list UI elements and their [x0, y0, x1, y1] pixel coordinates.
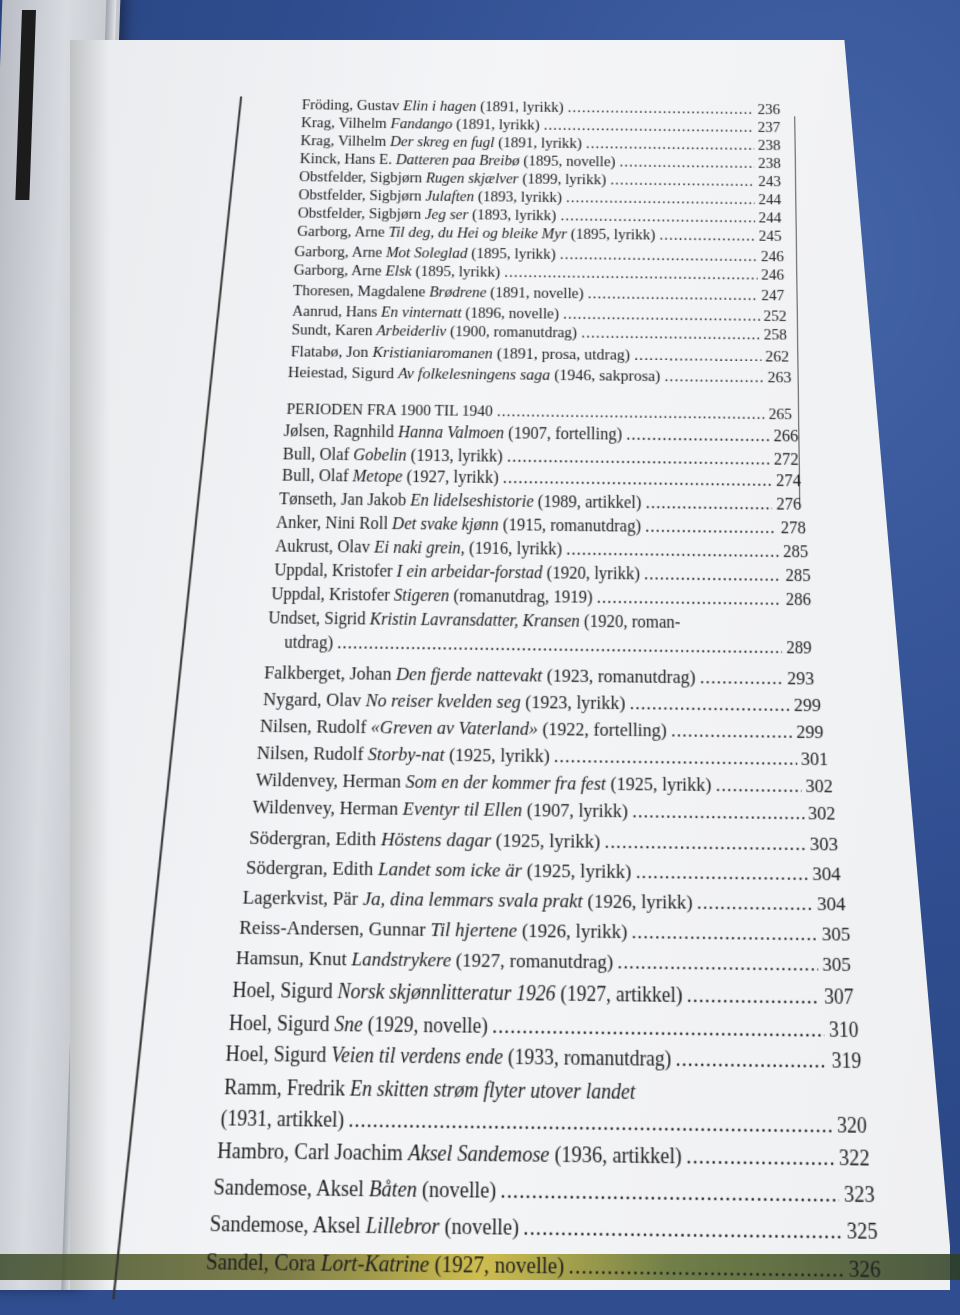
entry-author: Krag, Vilhelm — [300, 133, 387, 150]
entry-page-number: 238 — [757, 137, 781, 155]
entry-page-number: 310 — [828, 1017, 859, 1042]
entry-title: «Greven av Vaterland» — [370, 716, 538, 740]
entry-author: Garborg, Arne — [296, 223, 385, 241]
entry-page-number: 278 — [780, 519, 806, 538]
toc-entry — [228, 1011, 858, 1043]
toc-entry — [284, 633, 812, 659]
leader-dots — [687, 983, 820, 1009]
entry-author: Obstfelder, Sigbjørn — [297, 205, 422, 223]
entry-page-number: 305 — [821, 921, 851, 946]
entry-page-number: 238 — [758, 155, 781, 173]
leader-dots — [632, 920, 818, 947]
entry-details: (1900, romanutdrag) — [449, 323, 578, 342]
leader-dots — [554, 745, 797, 770]
leader-dots — [632, 800, 804, 825]
entry-title: Jeg ser — [424, 206, 469, 224]
entry-author: Sundt, Karen — [291, 321, 373, 340]
entry-author: Bull, Olaf — [281, 466, 349, 486]
entry-page-number: 286 — [785, 590, 812, 610]
entry-page-number: 247 — [761, 287, 785, 305]
entry-title: Hanna Valmoen — [397, 423, 505, 443]
entry-details: (1891, lyrikk) — [498, 135, 583, 152]
entry-title: I ein arbeidar-forstad — [396, 562, 543, 583]
entry-title: Brødrene — [429, 284, 487, 302]
entry-page-number: 301 — [800, 747, 829, 770]
entry-title: Lort-Katrine — [320, 1250, 430, 1279]
entry-author: (1931, artikkel) — [220, 1106, 345, 1132]
entry-details: (1929, novelle) — [367, 1012, 489, 1038]
entry-title: Som en der kommer fra fest — [405, 770, 607, 795]
entry-page-number: 266 — [773, 427, 799, 446]
entry-author: Thoresen, Magdalene — [292, 282, 426, 301]
entry-title: Datteren paa Breibø — [395, 152, 520, 170]
entry-author: Nilsen, Rudolf — [256, 741, 364, 765]
entry-details: (1907, lyrikk) — [526, 799, 628, 822]
entry-page-number: 274 — [775, 472, 802, 491]
entry-details: (novelle) — [444, 1215, 520, 1241]
entry-details: (1915, romanutdrag) — [502, 516, 641, 537]
entry-page-number: 244 — [758, 210, 782, 227]
entry-page-number: 322 — [838, 1146, 870, 1172]
entry-page-number: 285 — [785, 566, 811, 586]
entry-title: Landstrykere — [351, 946, 452, 972]
leader-dots — [337, 634, 782, 659]
entry-author: Obstfelder, Sigbjørn — [298, 187, 422, 205]
toc-entry — [275, 537, 809, 562]
toc-entry — [224, 1075, 862, 1107]
entry-page-number: 299 — [793, 694, 822, 716]
entry-author: Heiestad, Sigurd — [287, 363, 395, 383]
entry-title: Det svake kjønn — [391, 515, 499, 535]
entry-author: Reiss-Andersen, Gunnar — [238, 915, 426, 941]
leader-dots — [645, 518, 777, 539]
leader-dots — [676, 1047, 828, 1074]
entry-title: Av folkelesningens saga — [397, 364, 551, 385]
entry-details: (romanutdrag, 1919) — [453, 587, 593, 608]
entry-details: (1923, lyrikk) — [525, 691, 626, 714]
leader-dots — [671, 720, 792, 744]
toc-entry — [242, 885, 845, 916]
leader-dots — [348, 1108, 833, 1139]
leader-dots — [586, 136, 754, 155]
entry-details: (1933, romanutdrag) — [507, 1044, 672, 1071]
entry-author: Nygard, Olav — [262, 688, 362, 711]
leader-dots — [503, 469, 772, 491]
entry-details: (1922, fortelling) — [542, 718, 667, 741]
entry-details: (1893, lyrikk) — [471, 207, 557, 225]
entry-author: Garborg, Arne — [294, 243, 383, 262]
entry-author: Wildenvey, Herman — [252, 796, 399, 820]
entry-page-number: 272 — [773, 450, 799, 470]
toc-entry — [297, 224, 782, 246]
entry-title: Kristin Lavransdatter, Kransen — [369, 610, 580, 632]
entry-author: Tønseth, Jan Jakob — [278, 490, 407, 510]
toc-entry — [263, 688, 821, 716]
entry-author: Bull, Olaf — [282, 445, 350, 465]
entry-title: Arbeiderliv — [376, 322, 447, 341]
entry-details: (1907, fortelling) — [508, 424, 623, 444]
toc-entry — [260, 715, 824, 744]
toc-entry — [205, 1250, 881, 1285]
leader-dots — [659, 227, 754, 245]
entry-title: Båten — [368, 1177, 418, 1203]
entry-details: (1920, lyrikk) — [546, 564, 640, 584]
entry-title: Til hjertene — [430, 917, 518, 942]
toc-entry — [213, 1176, 875, 1209]
leader-dots — [646, 494, 773, 515]
entry-title: Stigeren — [393, 586, 450, 606]
entry-title: Metope — [352, 467, 403, 487]
leader-dots — [664, 368, 763, 388]
toc-entry — [209, 1213, 878, 1246]
entry-page-number: 237 — [757, 119, 781, 137]
leader-dots — [567, 100, 753, 119]
entry-author: Jølsen, Ragnhild — [283, 422, 395, 442]
entry-details: (1926, lyrikk) — [521, 918, 628, 943]
entry-title: Elsk — [385, 263, 412, 280]
entry-page-number: 307 — [823, 984, 854, 1009]
entry-author: Hoel, Sigurd — [228, 1011, 330, 1036]
page-gutter-shadow — [70, 40, 110, 1290]
leader-dots — [644, 565, 781, 586]
leader-dots — [610, 172, 754, 191]
entry-title: Storby-nat — [367, 743, 445, 766]
entry-page-number: 276 — [776, 495, 802, 515]
entry-page-number: 302 — [807, 802, 836, 825]
entry-title: Den fjerde nattevakt — [395, 663, 543, 686]
leader-dots — [626, 426, 769, 447]
entry-author: Uppdal, Kristofer — [274, 561, 393, 581]
entry-author: Hoel, Sigurd — [225, 1041, 327, 1067]
entry-details: (1925, lyrikk) — [526, 858, 632, 883]
entry-details: (1927, romanutdrag) — [455, 947, 614, 974]
entry-details: (1895, lyrikk) — [415, 263, 501, 281]
entry-title: Landet som icke är — [377, 856, 523, 882]
entry-page-number: 320 — [836, 1113, 868, 1138]
entry-author: Uppdal, Kristofer — [271, 585, 391, 605]
entry-author: Södergran, Edith — [245, 855, 374, 880]
entry-details: (1925, lyrikk) — [448, 744, 550, 767]
entry-details: (1891, novelle) — [490, 284, 584, 303]
entry-title: En skitten strøm flyter utover landet — [349, 1076, 636, 1104]
entry-title: Fandango — [390, 116, 453, 133]
entry-details: (1896, novelle) — [465, 305, 560, 323]
right-margin-rule — [794, 116, 800, 508]
entry-details: (1916, lyrikk) — [468, 539, 563, 559]
toc-entry — [283, 422, 798, 447]
entry-page-number: 323 — [843, 1183, 876, 1209]
leader-dots — [686, 1145, 834, 1172]
entry-details: (1913, lyrikk) — [410, 446, 503, 466]
entry-details: (1895, lyrikk) — [471, 245, 557, 264]
toc-entry — [274, 561, 811, 586]
entry-details: (1891, lyrikk) — [480, 99, 564, 116]
leader-dots — [497, 403, 765, 424]
entry-author: Fröding, Gustav — [301, 97, 400, 115]
entry-details: (1893, lyrikk) — [477, 189, 563, 207]
entry-page-number: 244 — [758, 192, 782, 209]
toc-entry — [288, 364, 792, 388]
entry-author: Sandemose, Aksel — [209, 1212, 362, 1240]
entry-details: (novelle) — [421, 1178, 497, 1204]
toc-entry — [279, 490, 802, 515]
entry-author: Aukrust, Olav — [274, 537, 371, 557]
entry-title: Julaften — [425, 188, 475, 206]
leader-dots — [634, 346, 761, 366]
toc-entry — [232, 978, 854, 1010]
entry-title: Aksel Sandemose — [407, 1142, 550, 1168]
leader-dots — [507, 448, 770, 470]
entry-page-number: 293 — [787, 667, 815, 689]
entry-details: (1989, artikkel) — [537, 493, 642, 513]
entry-author: Anker, Nini Roll — [275, 513, 389, 534]
entry-author: Aanrud, Hans — [291, 303, 378, 321]
entry-details: (1923, romanutdrag) — [546, 664, 696, 688]
entry-author: Ramm, Fredrik — [223, 1075, 346, 1101]
leader-dots — [620, 154, 755, 172]
leader-dots — [700, 667, 783, 690]
leader-dots — [544, 118, 754, 137]
entry-title: Höstens dagar — [380, 827, 492, 852]
entry-title: Gobelin — [352, 446, 407, 465]
toc-entry — [268, 609, 816, 635]
entry-author: Hoel, Sigurd — [232, 978, 334, 1003]
entry-title: En lidelseshistorie — [410, 491, 534, 512]
entry-title: Norsk skjønnlitteratur 1926 — [337, 979, 556, 1006]
entry-details: (1891, lyrikk) — [455, 116, 540, 134]
toc-entry — [286, 401, 792, 424]
toc-entry — [252, 796, 835, 825]
entry-author: Hambro, Carl Joachim — [216, 1139, 404, 1167]
leader-dots — [500, 1179, 839, 1209]
leader-dots — [563, 306, 760, 326]
leader-dots — [492, 1014, 825, 1043]
entry-author: Södergran, Edith — [248, 825, 377, 850]
entry-details: (1936, artikkel) — [554, 1143, 682, 1170]
toc-entry — [246, 855, 841, 886]
toc-entry — [249, 826, 838, 857]
entry-title: Der skreg en fugl — [389, 134, 495, 152]
entry-author: Garborg, Arne — [293, 262, 382, 280]
entry-title: Til deg, du Hei og bleike Myr — [388, 224, 568, 243]
entry-author: Krag, Vilhelm — [300, 115, 388, 132]
toc-entry — [255, 769, 833, 798]
leader-dots — [566, 190, 754, 209]
leader-dots — [560, 208, 754, 227]
entry-page-number: 263 — [767, 368, 792, 387]
entry-author: Nilsen, Rudolf — [259, 715, 367, 738]
entry-title: Lillebror — [365, 1214, 440, 1240]
entry-details: (1895, novelle) — [523, 153, 616, 171]
entry-author: Obstfelder, Sigbjørn — [298, 169, 423, 187]
entry-author: PERIODEN FRA 1900 TIL 1940 — [286, 401, 493, 421]
entry-details: (1946, sakprosa) — [554, 366, 661, 386]
leader-dots — [523, 1216, 842, 1245]
toc-entry — [220, 1106, 867, 1139]
entry-details: (1925, lyrikk) — [610, 772, 712, 796]
entry-details: (1927, novelle) — [434, 1252, 565, 1280]
entry-title: Ja, dina lemmars svala prakt — [362, 886, 583, 913]
leader-dots — [716, 774, 802, 798]
entry-page-number: 265 — [768, 406, 792, 424]
leader-dots — [605, 830, 806, 856]
entry-author: Undset, Sigrid — [267, 609, 366, 629]
entry-title: Elin i hagen — [402, 98, 477, 116]
leader-dots — [636, 860, 808, 886]
toc-entry — [239, 915, 851, 946]
entry-title: En vinternatt — [380, 304, 462, 322]
entry-title: Kristianiaromanen — [372, 343, 493, 363]
toc-entry — [264, 662, 815, 690]
toc-entry — [293, 283, 785, 306]
leader-dots — [566, 541, 779, 563]
toc-entry — [235, 945, 851, 976]
entry-author: Falkberget, Johan — [263, 661, 392, 685]
entry-details: (1927, artikkel) — [560, 981, 683, 1007]
entry-details: (1895, lyrikk) — [570, 226, 656, 244]
entry-title: Veien til verdens ende — [330, 1042, 504, 1069]
entry-page-number: 246 — [761, 267, 785, 284]
entry-page-number: 243 — [758, 173, 782, 191]
entry-page-number: 304 — [816, 891, 846, 916]
entry-details: (1891, prosa, utdrag) — [496, 344, 631, 365]
entry-details: (1899, lyrikk) — [522, 171, 607, 189]
entry-title: Eventyr til Ellen — [402, 797, 523, 821]
entry-details: (1926, lyrikk) — [587, 889, 693, 914]
toc-entry — [225, 1042, 861, 1074]
entry-page-number: 326 — [848, 1256, 881, 1284]
entry-details: (1920, roman- — [583, 612, 681, 633]
entry-page-number: 246 — [760, 248, 784, 266]
entry-author: Wildenvey, Herman — [255, 768, 402, 793]
entry-page-number: 305 — [822, 951, 852, 976]
entry-page-number: 325 — [846, 1220, 878, 1245]
entry-author: Hamsun, Knut — [235, 945, 348, 971]
toc-entry — [282, 446, 798, 471]
entry-page-number: 303 — [809, 831, 839, 856]
leader-dots — [581, 325, 760, 345]
entry-page-number: 236 — [757, 102, 781, 119]
entry-author: Sandemose, Aksel — [212, 1176, 365, 1203]
entry-title: Rugen skjælver — [425, 170, 519, 188]
entry-author: Sandel, Cora — [205, 1249, 316, 1277]
entry-author: Kinck, Hans E. — [299, 151, 393, 169]
entry-page-number: 302 — [805, 775, 833, 797]
leader-dots — [630, 692, 790, 716]
leader-dots — [597, 589, 782, 611]
entry-page-number: 258 — [763, 326, 787, 344]
toc-entry — [271, 585, 811, 611]
entry-page-number: 289 — [786, 638, 812, 658]
entry-title: No reiser kvelden seg — [365, 689, 521, 713]
entry-page-number: 245 — [758, 228, 782, 245]
entry-page-number: 319 — [831, 1048, 862, 1073]
table-of-contents — [188, 97, 906, 1315]
entry-page-number: 252 — [763, 308, 787, 326]
entry-details: (1925, lyrikk) — [495, 828, 601, 853]
leader-dots — [618, 950, 819, 977]
toc-entry — [282, 467, 801, 492]
entry-page-number: 304 — [812, 861, 841, 885]
entry-author: utdrag) — [283, 633, 334, 653]
leader-dots — [504, 265, 757, 285]
leader-dots — [560, 247, 757, 266]
leader-dots — [588, 286, 758, 305]
entry-author: Lagerkvist, Pär — [242, 885, 359, 910]
toc-entry — [217, 1140, 870, 1173]
toc-entry — [293, 262, 784, 285]
leader-dots — [697, 890, 813, 916]
entry-details: (1927, lyrikk) — [406, 468, 499, 488]
toc-entry — [256, 742, 828, 771]
entry-page-number: 299 — [796, 721, 824, 743]
entry-page-number: 262 — [765, 347, 790, 366]
book-spine-tab — [15, 10, 36, 200]
entry-title: Mot Soleglad — [385, 244, 468, 263]
entry-title: Ei naki grein, — [373, 538, 466, 558]
entry-author: Flatabø, Jon — [290, 342, 369, 362]
entry-page-number: 285 — [783, 542, 809, 562]
toc-entry — [276, 514, 806, 539]
toc-entry — [290, 343, 789, 367]
entry-title: Sne — [334, 1012, 364, 1037]
